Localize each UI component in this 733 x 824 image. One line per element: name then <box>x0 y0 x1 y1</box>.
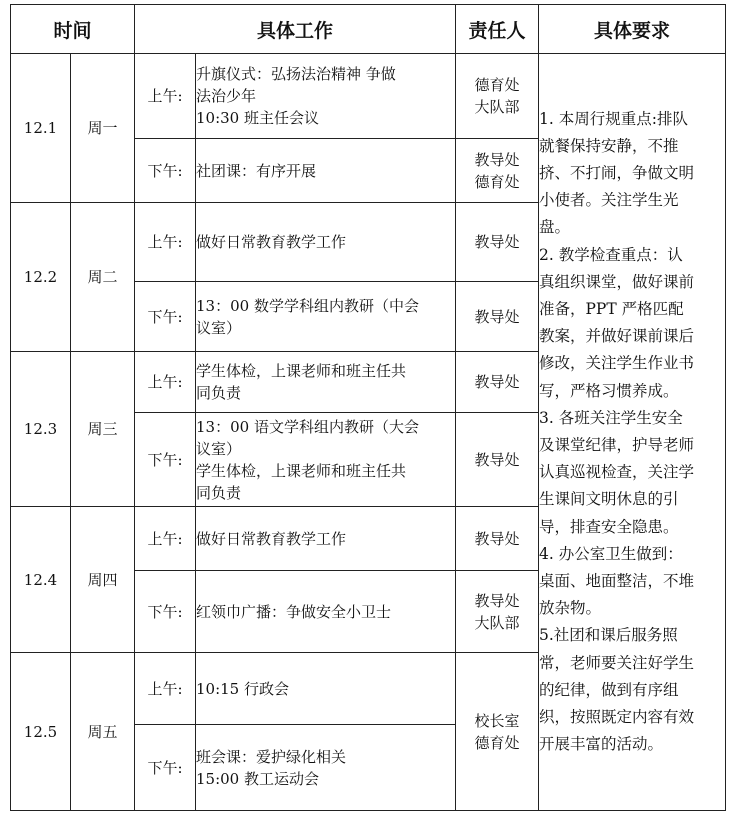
work-line: 13：00 数学学科组内教研（中会 <box>196 296 419 315</box>
work-line: 社团课：有序开展 <box>196 161 317 180</box>
work-cell <box>196 507 456 571</box>
requirement-line: 教案，并做好课前课后 <box>539 327 695 346</box>
person-line: 德育处 <box>474 733 520 752</box>
pm-label: 下午: <box>135 725 196 811</box>
person-line: 德育处 <box>474 172 520 191</box>
requirement-line: 盘。 <box>539 218 571 237</box>
person-line: 大队部 <box>474 98 520 116</box>
person-line: 教导处 <box>474 150 520 169</box>
requirement-line: 开展丰富的活动。 <box>539 735 664 754</box>
work-line: 做好日常教育教学工作 <box>196 529 347 548</box>
work-cell <box>196 139 456 203</box>
work-line: 升旗仪式：弘扬法治精神 争做 <box>196 65 396 83</box>
requirement-line: 准备，PPT 严格匹配 <box>539 299 684 318</box>
work-line: 15:00 教工运动会 <box>196 769 319 788</box>
work-line: 13：00 语文学科组内教研（大会 <box>196 417 419 436</box>
person-cell <box>456 507 539 571</box>
am-label: 上午: <box>135 507 196 571</box>
requirement-line: 导，排查安全隐患。 <box>539 517 679 536</box>
requirement-line: 5.社团和课后服务照 <box>539 626 678 645</box>
work-line: 红领巾广播：争做安全小卫士 <box>196 602 392 621</box>
requirement-line: 1. 本周行规重点:排队 <box>539 109 688 128</box>
header-work: 具体工作 <box>135 5 456 54</box>
header-person: 责任人 <box>456 5 539 54</box>
work-line: 法治少年 <box>196 87 257 105</box>
person-cell <box>456 413 539 507</box>
person-line: 教导处 <box>474 233 520 251</box>
weekday-cell: 周四 <box>71 507 135 653</box>
person-cell <box>456 571 539 653</box>
date-cell: 12.2 <box>11 203 71 352</box>
weekday-cell: 周五 <box>71 653 135 811</box>
requirement-line: 及课堂纪律，护导老师 <box>539 436 695 454</box>
work-cell <box>196 653 456 725</box>
am-label: 上午: <box>135 352 196 413</box>
requirement-line: 织，按照既定内容有效 <box>539 708 695 727</box>
requirement-line: 3. 各班关注学生安全 <box>539 408 683 427</box>
work-line: 10:30 班主任会议 <box>196 109 319 127</box>
pm-label: 下午: <box>135 413 196 507</box>
am-label: 上午: <box>135 203 196 282</box>
work-cell <box>196 203 456 282</box>
work-line: 同负责 <box>196 483 242 502</box>
person-line: 教导处 <box>474 450 520 469</box>
work-line: 议室） <box>196 439 242 458</box>
am-label: 上午: <box>135 54 196 139</box>
person-cell <box>456 203 539 282</box>
work-cell <box>196 352 456 413</box>
header-requirements: 具体要求 <box>539 5 726 54</box>
requirement-line: 小使者。关注学生光 <box>539 191 679 210</box>
date-cell: 12.3 <box>11 352 71 507</box>
person-line: 大队部 <box>474 613 520 632</box>
person-cell <box>456 282 539 352</box>
work-line: 做好日常教育教学工作 <box>196 233 347 251</box>
work-cell <box>196 54 456 139</box>
person-line: 教导处 <box>474 529 520 548</box>
requirement-line: 2. 教学检查重点：认 <box>539 245 683 264</box>
requirement-line: 的纪律，做到有序组 <box>539 680 679 699</box>
date-cell: 12.1 <box>11 54 71 203</box>
work-line: 10:15 行政会 <box>196 679 289 698</box>
date-cell: 12.4 <box>11 507 71 653</box>
work-line: 学生体检，上课老师和班主任共 <box>196 362 407 380</box>
work-cell <box>196 725 456 811</box>
requirement-line: 就餐保持安静，不推 <box>539 136 679 155</box>
requirement-line: 认真巡视检查，关注学 <box>539 463 695 482</box>
date-cell: 12.5 <box>11 653 71 811</box>
requirement-line: 桌面、地面整洁，不堆 <box>539 572 695 591</box>
work-cell <box>196 571 456 653</box>
work-line: 同负责 <box>196 384 242 402</box>
requirement-line: 放杂物。 <box>539 599 602 618</box>
weekday-cell: 周一 <box>71 54 135 203</box>
person-line: 校长室 <box>474 711 520 730</box>
table-row <box>11 54 726 139</box>
person-cell <box>456 352 539 413</box>
person-cell <box>456 139 539 203</box>
pm-label: 下午: <box>135 282 196 352</box>
pm-label: 下午: <box>135 139 196 203</box>
requirement-line: 真组织课堂，做好课前 <box>539 272 695 291</box>
requirement-line: 常，老师要关注好学生 <box>539 653 695 672</box>
person-line: 教导处 <box>474 591 520 610</box>
pm-label: 下午: <box>135 571 196 653</box>
am-label: 上午: <box>135 653 196 725</box>
person-line: 教导处 <box>474 373 520 391</box>
weekday-cell: 周二 <box>71 203 135 352</box>
weekday-cell: 周三 <box>71 352 135 507</box>
requirements-cell <box>539 54 726 811</box>
requirement-line: 4. 办公室卫生做到： <box>539 544 683 563</box>
requirement-line: 修改，关注学生作业书 <box>539 354 695 373</box>
work-cell <box>196 282 456 352</box>
work-line: 班会课：爱护绿化相关 <box>196 747 347 766</box>
schedule-table <box>10 4 726 811</box>
requirement-line: 写，严格习惯养成。 <box>539 381 679 400</box>
header-row <box>11 5 726 54</box>
header-time: 时间 <box>11 5 135 54</box>
work-cell <box>196 413 456 507</box>
person-cell <box>456 54 539 139</box>
person-line: 德育处 <box>474 76 520 94</box>
requirement-line: 挤、不打闹，争做文明 <box>539 163 695 182</box>
work-line: 学生体检，上课老师和班主任共 <box>196 461 407 480</box>
work-line: 议室） <box>196 318 242 337</box>
person-line: 教导处 <box>474 307 520 326</box>
person-cell <box>456 653 539 811</box>
requirement-line: 生课间文明休息的引 <box>539 490 679 509</box>
